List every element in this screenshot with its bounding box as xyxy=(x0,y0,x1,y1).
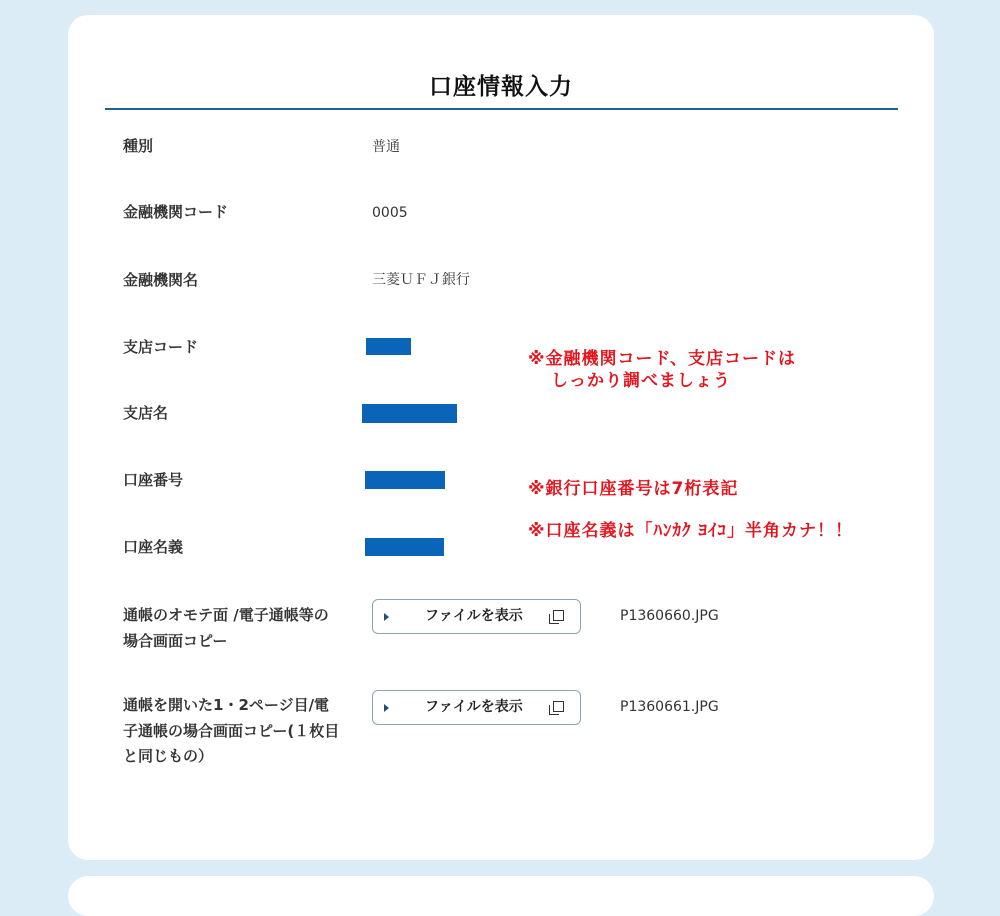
branch-code-label: 支店コード xyxy=(123,338,199,356)
upload-1-label-line1: 通帳のオモテ面 /電子通帳等の xyxy=(123,606,329,624)
bank-name-value: 三菱ＵＦＪ銀行 xyxy=(372,272,470,288)
account-number-redaction xyxy=(365,471,445,489)
caret-right-icon xyxy=(384,613,389,621)
page-title: 口座情報入力 xyxy=(429,74,573,100)
title-divider xyxy=(105,108,898,110)
type-value: 普通 xyxy=(372,139,400,155)
upload-2-label-line3: と同じもの） xyxy=(123,747,214,765)
account-number-label: 口座番号 xyxy=(123,471,184,489)
open-in-new-window-icon xyxy=(549,610,564,625)
caret-right-icon xyxy=(384,704,389,712)
upload-1-label-line2: 場合画面コピー xyxy=(123,632,228,650)
branch-name-redaction xyxy=(362,404,457,423)
upload-2-filename: P1360661.JPG xyxy=(620,699,719,715)
branch-name-label: 支店名 xyxy=(123,404,169,422)
view-file-button-2[interactable] xyxy=(372,690,581,725)
annotation-code-note-line2: しっかり調べましょう xyxy=(551,371,731,391)
annotation-code-note-line1: ※金融機関コード、支店コードは xyxy=(528,349,796,369)
upload-2-label-line2: 子通帳の場合画面コピー(１枚目 xyxy=(123,722,340,740)
account-holder-redaction xyxy=(365,538,444,556)
bank-code-label: 金融機関コード xyxy=(123,203,229,221)
branch-code-redaction xyxy=(366,338,411,355)
type-label: 種別 xyxy=(123,137,154,155)
annotation-account-number-note: ※銀行口座番号は7桁表記 xyxy=(528,479,739,499)
open-in-new-window-icon xyxy=(549,701,564,716)
account-holder-label: 口座名義 xyxy=(123,538,184,556)
upload-1-filename: P1360660.JPG xyxy=(620,608,719,624)
next-section-card xyxy=(68,876,934,916)
bank-code-value: 0005 xyxy=(372,205,408,221)
annotation-account-holder-note: ※口座名義は「ﾊﾝｶｸ ﾖｲｺ」半角カナ！！ xyxy=(528,521,853,541)
view-file-button-1[interactable] xyxy=(372,599,581,634)
upload-2-label-line1: 通帳を開いた1・2ページ目/電 xyxy=(123,696,330,714)
bank-name-label: 金融機関名 xyxy=(123,271,199,289)
view-file-button-label: ファイルを表示 xyxy=(425,699,523,715)
view-file-button-label: ファイルを表示 xyxy=(425,608,523,624)
